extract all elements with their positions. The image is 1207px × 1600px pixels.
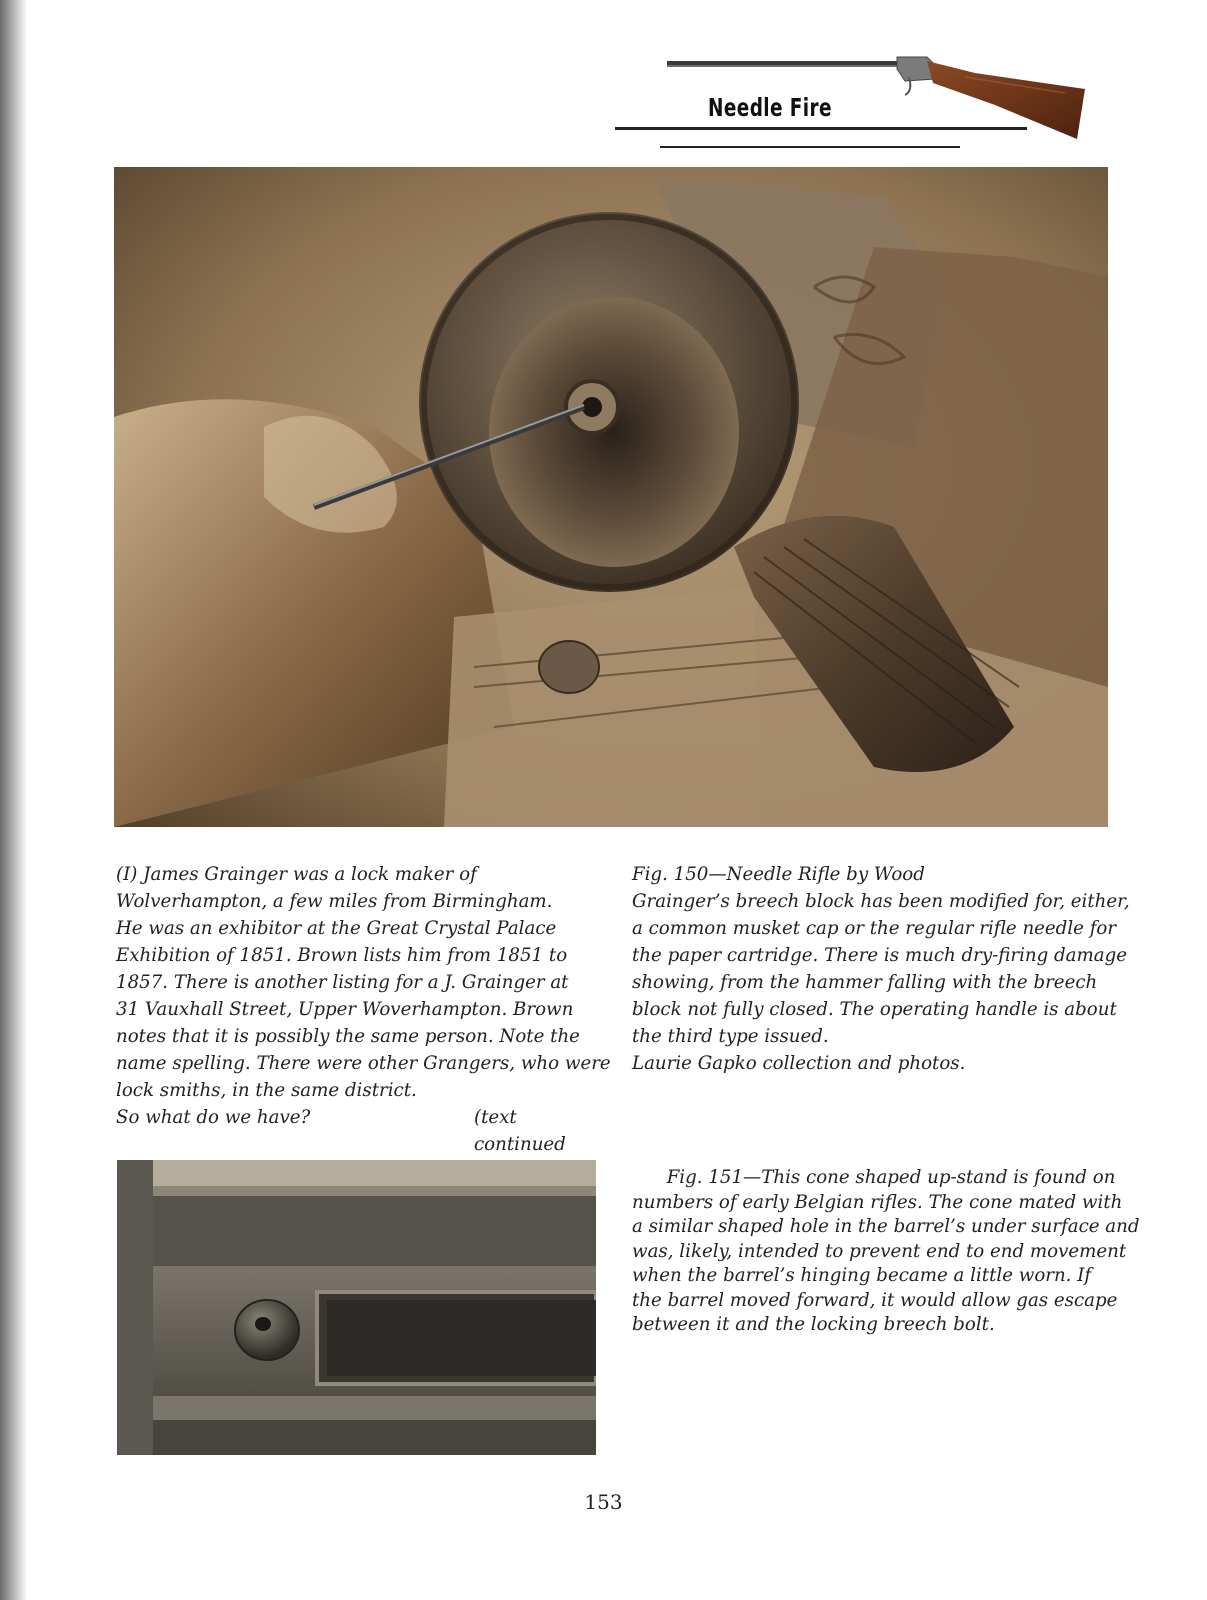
caption-line: Fig. 150—Needle Rifle by Wood (632, 864, 925, 885)
caption-line: a similar shaped hole in the barrel’s under surface and (632, 1216, 1140, 1237)
text-line: lock smiths, in the same district. (116, 1080, 417, 1101)
caption-line: block not fully closed. The operating handle is about (632, 999, 1117, 1020)
caption-line: Laurie Gapko collection and photos. (632, 1053, 966, 1074)
caption-line: Grainger’s breech block has been modified for, either, (632, 891, 1130, 912)
text-line: Wolverhampton, a few miles from Birmingham. (116, 891, 553, 912)
page-number: 153 (584, 1490, 623, 1514)
continued-note: (text continued (474, 1107, 566, 1155)
caption-line: between it and the locking breech bolt. (632, 1314, 995, 1335)
grainger-biography-text (116, 861, 611, 1155)
chapter-header (615, 45, 1105, 165)
caption-line: numbers of early Belgian rifles. The cone mated with (632, 1191, 1123, 1213)
book-spine-shadow (0, 0, 26, 1600)
caption-line: showing, from the hammer falling with the breech (632, 972, 1098, 993)
breech-block-photo (114, 167, 1108, 827)
cone-up-stand-photo (117, 1160, 596, 1455)
fig151-caption (632, 1166, 1140, 1338)
caption-line: was, likely, intended to prevent end to end movement (632, 1240, 1127, 1262)
text-line: (I) James Grainger was a lock maker of (116, 864, 477, 885)
text-line: Exhibition of 1851. Brown lists him from 1851 to (116, 945, 568, 966)
chapter-title: Needle Fire (708, 93, 832, 122)
text-line: He was an exhibitor at the Great Crystal Palace (116, 918, 557, 939)
header-rule-short (660, 146, 960, 148)
fig150-caption (632, 861, 1132, 1077)
caption-line: when the barrel’s hinging became a little worn. If (632, 1265, 1092, 1286)
question-text: So what do we have? (116, 1107, 311, 1128)
text-line: name spelling. There were other Grangers, who were (116, 1053, 611, 1074)
text-line: 1857. There is another listing for a J. Grainger at (116, 972, 569, 993)
caption-line: the paper cartridge. There is much dry-firing damage (632, 945, 1128, 966)
text-line: 31 Vauxhall Street, Upper Woverhampton. Brown (116, 999, 574, 1020)
caption-line: the barrel moved forward, it would allow gas escape (632, 1289, 1118, 1311)
caption-line: Fig. 151—This cone shaped up-stand is found on (632, 1167, 1116, 1188)
text-line: notes that it is possibly the same person. Note the (116, 1026, 580, 1047)
text-last-line (116, 1104, 596, 1155)
caption-line: a common musket cap or the regular rifle needle for (632, 918, 1117, 939)
header-rule-long (615, 127, 1027, 130)
caption-line: the third type issued. (632, 1026, 829, 1047)
